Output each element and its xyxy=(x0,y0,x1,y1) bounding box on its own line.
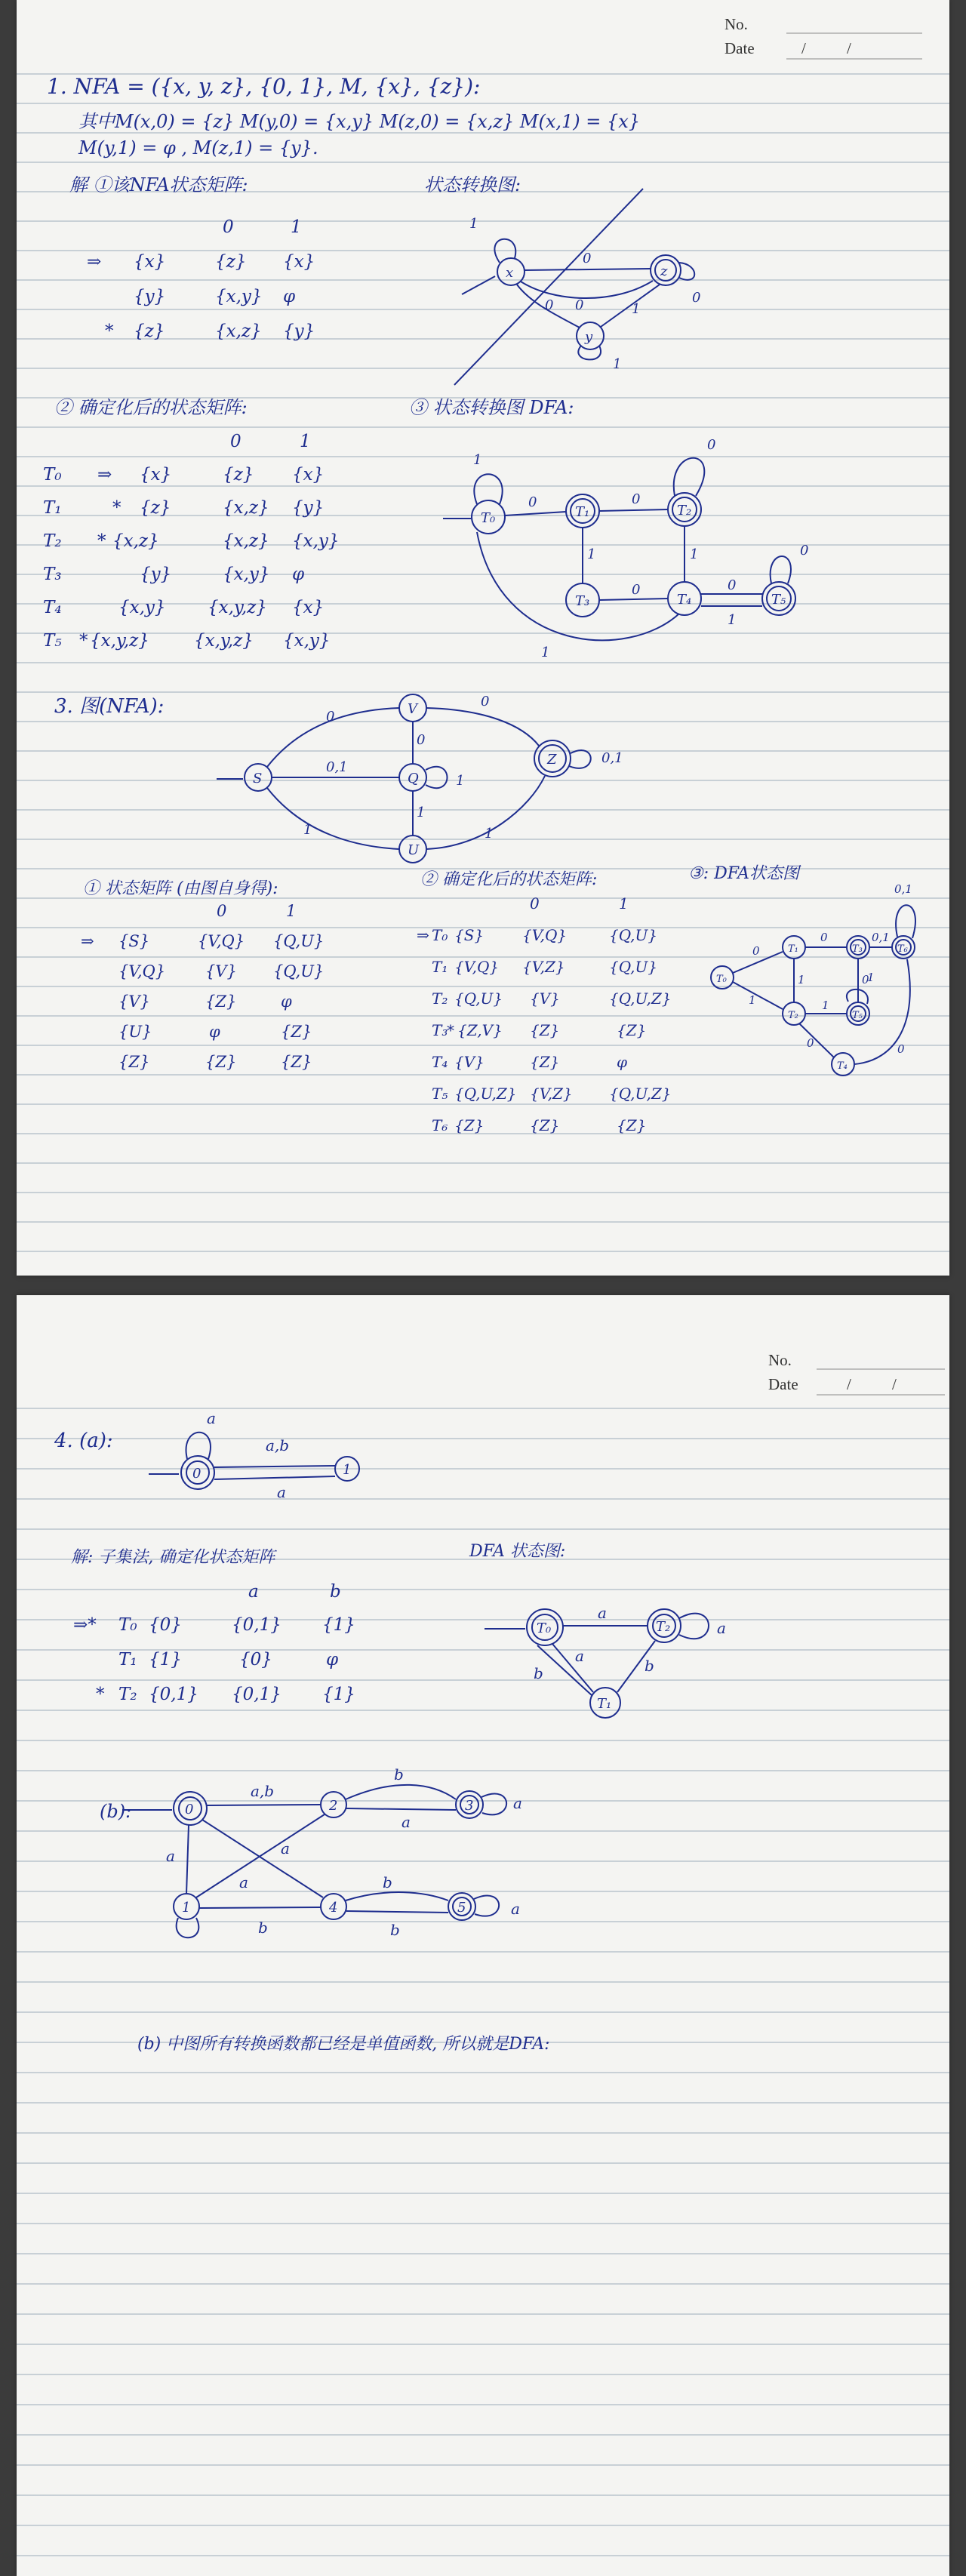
col-header: 0 xyxy=(530,894,540,913)
q4b-diagram xyxy=(152,1763,620,1952)
cell: {y} xyxy=(283,322,315,341)
q4-dfa-diagram xyxy=(477,1582,749,1733)
cell: φ xyxy=(617,1053,628,1071)
row-name: T₆ xyxy=(432,1116,448,1134)
row-name: T₁ xyxy=(118,1650,137,1670)
edge-label: a xyxy=(277,1483,286,1501)
edge xyxy=(481,1794,506,1815)
cell: {Z} xyxy=(281,1053,312,1071)
edge xyxy=(477,532,679,640)
row-name: T₀ xyxy=(118,1615,137,1635)
edge-label: 1 xyxy=(867,971,875,984)
node-label: Z xyxy=(547,752,557,768)
q3-title: 3. 图(NFA): xyxy=(54,695,165,718)
node-label: 1 xyxy=(182,1900,191,1916)
q1-line-3: M(y,1) = φ , M(z,1) = {y}. xyxy=(78,137,318,158)
state-cell: {U} xyxy=(118,1023,152,1041)
cell: {Q,U,Z} xyxy=(609,989,672,1008)
q4-title-b: (b): xyxy=(100,1801,132,1822)
edge xyxy=(599,599,668,600)
mark: * xyxy=(112,498,122,518)
edge-label: 0 xyxy=(807,1036,814,1050)
state-cell: {0,1} xyxy=(149,1685,198,1704)
cell: {0,1} xyxy=(232,1685,281,1704)
cell: {x,y} xyxy=(215,287,263,306)
edge-label: a,b xyxy=(266,1436,290,1454)
edge xyxy=(186,1433,211,1459)
cell: {0} xyxy=(239,1650,272,1670)
q1-dfa-diagram-label: ③ 状态转换图 DFA: xyxy=(409,397,574,418)
cell: {V,Z} xyxy=(522,958,565,976)
cell: {Z} xyxy=(530,1021,560,1039)
no-label: No. xyxy=(768,1351,792,1369)
cell: {x,z} xyxy=(223,531,269,551)
start-mark: ⇒ xyxy=(81,932,94,950)
edge-label: a xyxy=(717,1619,726,1637)
col-header: 0 xyxy=(223,217,234,237)
edge xyxy=(679,263,694,280)
node-label: T₀ xyxy=(716,974,727,985)
edge xyxy=(202,1820,323,1897)
cell: {x,y} xyxy=(292,531,340,551)
edge-label: 1 xyxy=(822,999,829,1012)
edge xyxy=(426,767,448,788)
edge-label: 0 xyxy=(632,491,641,507)
edge xyxy=(426,708,539,746)
node-label: T₆ xyxy=(897,943,908,955)
row-name: T₂ xyxy=(43,531,62,551)
edge-label: a xyxy=(598,1604,607,1622)
edge xyxy=(346,1808,456,1810)
state-cell: {x,z} xyxy=(112,531,159,551)
state-cell: {V} xyxy=(454,1053,485,1071)
q1-diagram-label: 状态转换图: xyxy=(424,174,521,195)
cell: {1} xyxy=(322,1615,355,1635)
edge-label: a xyxy=(166,1847,175,1865)
cell: {z} xyxy=(215,252,247,272)
cell: φ xyxy=(326,1650,339,1670)
edge xyxy=(346,1785,456,1799)
cell: {Q,U,Z} xyxy=(609,1085,672,1103)
edge-label: b xyxy=(390,1921,400,1939)
mark: * xyxy=(79,631,88,651)
node-label: y xyxy=(585,329,593,345)
col-header: 1 xyxy=(291,217,302,237)
edge xyxy=(186,1825,189,1894)
edge-label: 0 xyxy=(728,577,737,593)
edge-label: 0,1 xyxy=(872,931,890,944)
cell: φ xyxy=(292,565,305,584)
edge xyxy=(771,556,791,583)
node-label: T₃ xyxy=(852,943,863,955)
node-label: 0 xyxy=(192,1466,202,1482)
state-cell: {Z} xyxy=(454,1116,485,1134)
edge-label: 1 xyxy=(417,805,426,820)
q4-solution-label: 解: 子集法, 确定化状态矩阵 xyxy=(71,1548,275,1567)
row-name: T₂ xyxy=(118,1685,137,1704)
edge-label: 0 xyxy=(707,437,716,453)
strike-line xyxy=(454,189,643,385)
date-label: Date xyxy=(768,1375,798,1393)
edge xyxy=(214,1476,335,1479)
edge-label: 0 xyxy=(545,297,554,313)
edge xyxy=(214,1466,335,1467)
q3-dfa-diagram xyxy=(700,882,926,1091)
cell: {z} xyxy=(223,465,254,485)
node-label: T₁ xyxy=(597,1696,612,1712)
edge-label: a xyxy=(281,1839,290,1857)
edge xyxy=(569,750,591,768)
node-label: T₃ xyxy=(575,593,590,609)
edge xyxy=(346,1911,448,1913)
state-cell: {z} xyxy=(134,322,165,341)
cell: {Z} xyxy=(530,1116,560,1134)
edge-label: b xyxy=(258,1919,268,1937)
edge-label: 0 xyxy=(575,297,584,313)
edge-label: a xyxy=(575,1647,584,1665)
edge xyxy=(799,1023,834,1057)
edge xyxy=(177,1918,199,1937)
node-label: x xyxy=(506,265,514,281)
cell: {V,Q} xyxy=(522,926,568,944)
row-name: T₃ xyxy=(432,1021,448,1039)
edge-label: 0,1 xyxy=(894,882,912,896)
edge-label: 0 xyxy=(820,931,828,944)
node-label: 3 xyxy=(465,1798,474,1814)
edge-label: 1 xyxy=(690,546,699,562)
row-name: T₂ xyxy=(432,989,448,1008)
node-label: 2 xyxy=(329,1798,338,1814)
date-sep-1: / xyxy=(847,1375,851,1393)
edge-label: a xyxy=(207,1409,216,1427)
col-header: 0 xyxy=(217,902,227,920)
edge-label: 1 xyxy=(456,773,465,789)
notebook-page-1 xyxy=(17,0,949,1276)
cell: {V,Z} xyxy=(530,1085,573,1103)
col-header: 1 xyxy=(286,902,297,920)
edge xyxy=(525,269,651,270)
cell: {Q,U} xyxy=(273,932,325,950)
node-label: 5 xyxy=(457,1900,466,1916)
row-name: T₅ xyxy=(43,631,62,651)
cell: {Z} xyxy=(617,1116,647,1134)
edge xyxy=(267,788,399,849)
node-label: T₂ xyxy=(677,503,692,519)
state-cell: {S} xyxy=(454,926,485,944)
cell: {x,y,z} xyxy=(194,631,254,651)
cell: {x,z} xyxy=(215,322,262,341)
edge-label: 1 xyxy=(469,216,478,232)
state-cell: {y} xyxy=(140,565,172,584)
col-header: a xyxy=(248,1582,259,1602)
node-label: T₀ xyxy=(481,510,496,526)
q3-dfa-label: ③: DFA状态图 xyxy=(688,864,800,883)
edge-label: 1 xyxy=(587,546,596,562)
cell: {Q,U} xyxy=(273,962,325,980)
q4-title-a: 4. (a): xyxy=(54,1430,113,1452)
edge xyxy=(733,982,783,1009)
cell: {y} xyxy=(292,498,325,518)
edge-label: a xyxy=(511,1900,520,1918)
col-header: 1 xyxy=(300,432,311,451)
state-cell: {Z,V} xyxy=(457,1021,503,1039)
state-cell: {x,y,z} xyxy=(90,631,149,651)
mark: ⇒ xyxy=(97,465,112,485)
final-mark: * xyxy=(105,322,114,341)
edge xyxy=(679,1614,709,1639)
row-name: T₁ xyxy=(43,498,62,518)
edge-label: 0,1 xyxy=(326,759,348,775)
node-label: T₁ xyxy=(788,943,798,955)
q1-det-label: ② 确定化后的状态矩阵: xyxy=(54,397,248,418)
q1-line-1: 1. NFA = ({x, y, z}, {0, 1}, M, {x}, {z}): xyxy=(47,74,481,99)
state-cell: {0} xyxy=(149,1615,182,1635)
q4-conclusion: (b) 中图所有转换函数都已经是单值函数, 所以就是DFA: xyxy=(137,2035,550,2054)
state-cell: {Q,U} xyxy=(454,989,503,1008)
row-name: T₀ xyxy=(43,465,62,485)
edge xyxy=(674,458,705,496)
edge-label: 1 xyxy=(473,452,482,468)
start-mark: ⇒ xyxy=(417,926,429,944)
edge-label: b xyxy=(645,1657,654,1675)
edge-label: 1 xyxy=(749,993,756,1007)
mark: * xyxy=(97,531,106,551)
node-label: 1 xyxy=(343,1462,352,1478)
edge xyxy=(196,1814,325,1897)
cell: {x} xyxy=(292,465,325,485)
edge-label: 0 xyxy=(632,582,641,598)
edge-label: a xyxy=(513,1794,522,1812)
cell: {x} xyxy=(292,598,325,617)
cell: {Z} xyxy=(205,993,237,1011)
state-cell: {Q,U,Z} xyxy=(454,1085,517,1103)
notebook-page-2 xyxy=(17,1295,949,2576)
start-mark: ⇒ xyxy=(87,252,102,272)
edge xyxy=(199,1907,321,1908)
node-label: 0 xyxy=(185,1802,194,1817)
cell: {V,Q} xyxy=(198,932,245,950)
col-header: 1 xyxy=(619,894,629,913)
edge-label: b xyxy=(383,1873,392,1891)
node-label: V xyxy=(408,701,417,717)
node-label: z xyxy=(660,263,668,279)
state-cell: {Z} xyxy=(118,1053,150,1071)
edge-label: a xyxy=(401,1813,411,1831)
edge xyxy=(505,512,566,516)
col-header: 0 xyxy=(230,432,242,451)
cell: φ xyxy=(283,287,296,306)
edge-label: 1 xyxy=(541,645,550,660)
state-cell: {z} xyxy=(140,498,171,518)
row-name: T₄ xyxy=(43,598,62,617)
q1-line-2: 其中M(x,0) = {z} M(y,0) = {x,y} M(z,0) = {x,z} M(x,1) = {x} xyxy=(78,111,641,132)
final-mark: * xyxy=(447,1021,454,1039)
mark: ⇒* xyxy=(73,1615,97,1635)
edge-label: b xyxy=(394,1765,404,1784)
edge-label: 0 xyxy=(481,694,490,709)
cell: {x,y} xyxy=(223,565,270,584)
node-label: T₂ xyxy=(656,1619,671,1635)
cell: {x} xyxy=(283,252,315,272)
cell: {0,1} xyxy=(232,1615,281,1635)
edge-label: 0 xyxy=(862,973,869,986)
node-label: Q xyxy=(408,771,419,786)
edge-label: 1 xyxy=(728,612,737,628)
edge-label: 1 xyxy=(798,973,805,986)
row-name: T₃ xyxy=(43,565,62,584)
q1-dfa-diagram xyxy=(439,419,817,668)
edge-label: 1 xyxy=(485,826,494,842)
cell: {x,y} xyxy=(283,631,331,651)
q3-nfa-diagram xyxy=(213,679,681,868)
row-name: T₁ xyxy=(432,958,448,976)
q4a-nfa-diagram xyxy=(145,1401,394,1507)
edge-label: 0 xyxy=(326,709,335,725)
node-label: T₀ xyxy=(537,1620,552,1636)
cell: {Z} xyxy=(205,1053,237,1071)
edge-label: 0 xyxy=(897,1042,905,1056)
cell: {V} xyxy=(530,989,560,1008)
col-header: b xyxy=(330,1582,341,1602)
final-mark: * xyxy=(96,1685,105,1704)
node-label: T₄ xyxy=(677,592,692,608)
cell: {x,z} xyxy=(223,498,269,518)
cell: {Z} xyxy=(530,1053,560,1071)
node-label: T₁ xyxy=(575,504,590,520)
cell: {1} xyxy=(322,1685,355,1704)
cell: {Q,U} xyxy=(609,958,658,976)
cell: {x,y,z} xyxy=(208,598,267,617)
edge-label: 1 xyxy=(632,301,641,317)
q3-det-label: ② 确定化后的状态矩阵: xyxy=(420,870,598,889)
cell: {Z} xyxy=(281,1023,312,1041)
state-cell: {x} xyxy=(134,252,166,272)
cell: {V} xyxy=(205,962,237,980)
edge xyxy=(896,905,915,938)
edge-label: 0 xyxy=(800,543,809,559)
date-sep-1: / xyxy=(801,39,806,57)
date-label: Date xyxy=(724,39,755,57)
node-label: 4 xyxy=(329,1900,338,1916)
no-label: No. xyxy=(724,15,748,33)
row-name: T₅ xyxy=(432,1085,448,1103)
state-cell: {y} xyxy=(134,287,166,306)
node-label: S xyxy=(253,771,263,786)
edge-label: 0 xyxy=(528,494,537,510)
edge-label: 0 xyxy=(752,944,760,958)
node-label: T₅ xyxy=(771,592,786,608)
edge xyxy=(474,1896,499,1916)
edge-label: 0 xyxy=(583,251,592,266)
start-arrow xyxy=(462,276,495,294)
q1-solution-label: 解 ①该NFA状态矩阵: xyxy=(69,174,248,195)
row-name: T₄ xyxy=(432,1053,448,1071)
q4-dfa-label: DFA 状态图: xyxy=(469,1542,566,1561)
edge-label: 0 xyxy=(692,290,701,306)
state-cell: {V} xyxy=(118,993,150,1011)
date-sep-2: / xyxy=(892,1375,897,1393)
state-cell: {x} xyxy=(140,465,172,485)
date-sep-2: / xyxy=(847,39,851,57)
row-name: T₀ xyxy=(432,926,448,944)
state-cell: {V,Q} xyxy=(454,958,500,976)
edge xyxy=(599,509,668,511)
q1-nfa-diagram xyxy=(439,181,711,385)
edge-label: 1 xyxy=(613,356,622,372)
edge-label: b xyxy=(534,1664,543,1682)
cell: φ xyxy=(281,993,292,1011)
node-label: U xyxy=(408,842,420,858)
edge-label: 1 xyxy=(303,822,312,838)
q3-matrix-label: ① 状态矩阵 (由图自身得): xyxy=(83,879,278,898)
cell: {Q,U} xyxy=(609,926,658,944)
cell: φ xyxy=(209,1023,220,1041)
edge xyxy=(552,1644,593,1692)
edge-label: a xyxy=(239,1873,248,1891)
node-label: T₄ xyxy=(837,1060,848,1072)
state-cell: {V,Q} xyxy=(118,962,166,980)
edge-label: a,b xyxy=(251,1782,275,1800)
edge-label: 0 xyxy=(417,732,426,748)
edge-label: 0,1 xyxy=(601,750,623,766)
state-cell: {1} xyxy=(149,1650,182,1670)
state-cell: {S} xyxy=(118,932,150,950)
node-label: T₂ xyxy=(788,1010,798,1021)
cell: {Z} xyxy=(617,1021,647,1039)
edge xyxy=(346,1892,448,1900)
state-cell: {x,y} xyxy=(118,598,166,617)
node-label: T₅ xyxy=(852,1010,863,1021)
